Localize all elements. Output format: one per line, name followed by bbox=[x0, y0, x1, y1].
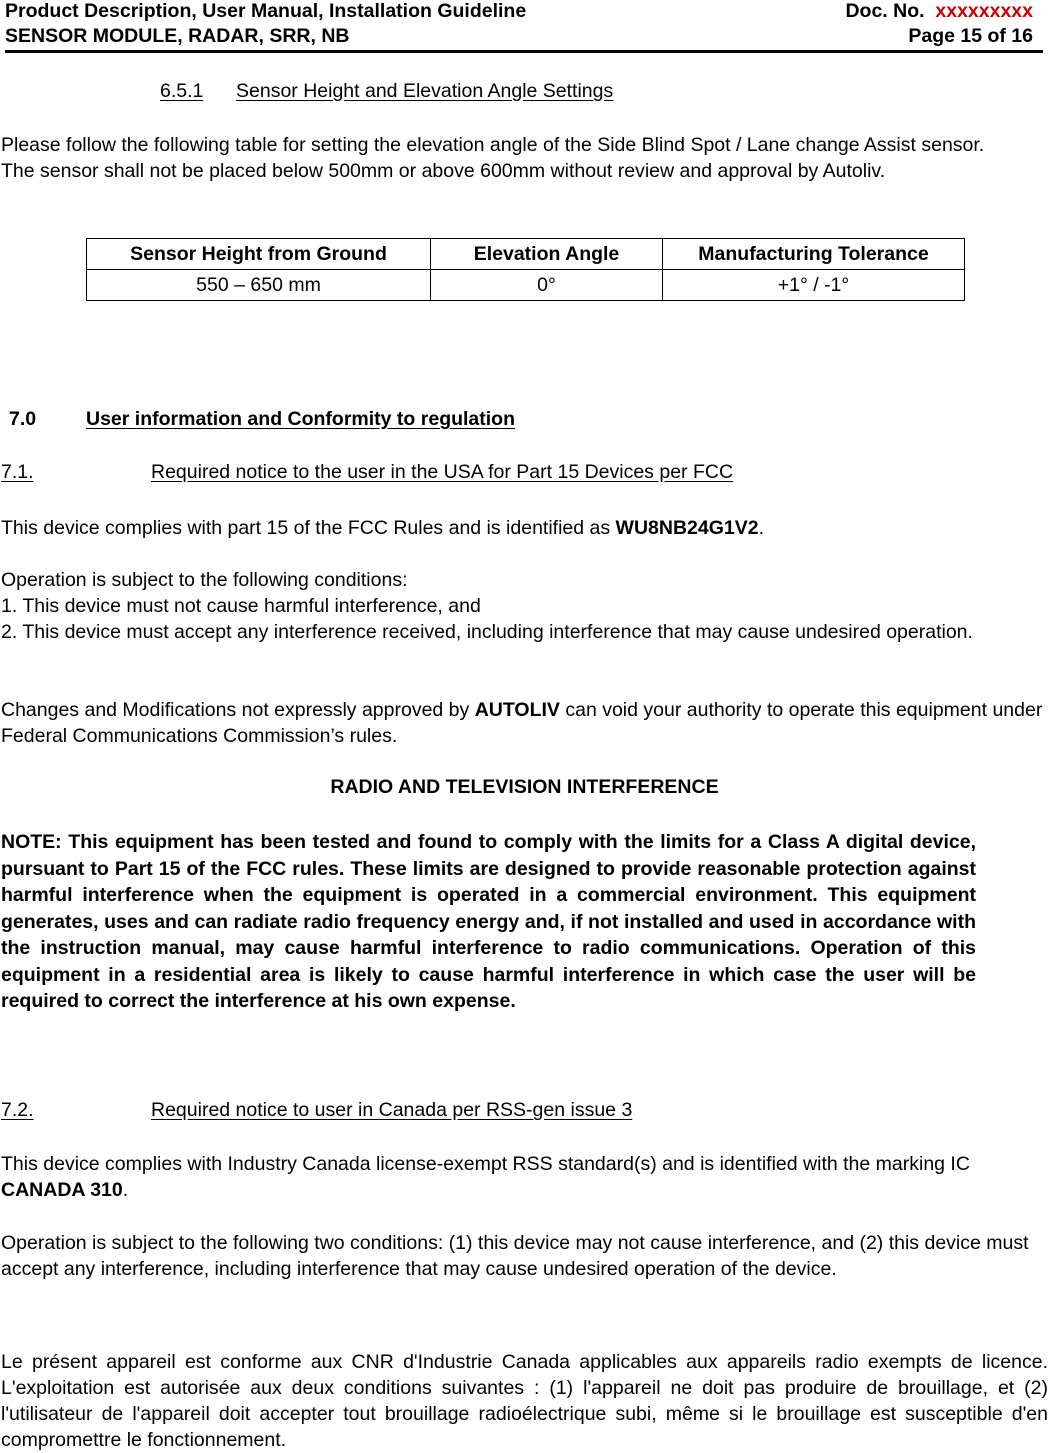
fcc-complies-period: . bbox=[758, 517, 765, 539]
table-row bbox=[87, 270, 965, 301]
fcc-complies-prefix: This device complies with part 15 of the FCC Rules and is identified as bbox=[1, 517, 616, 539]
doc-number-value: xxxxxxxxx bbox=[935, 0, 1033, 22]
ic-complies-text bbox=[1, 1151, 1036, 1203]
table-cell-tolerance: +1° / -1° bbox=[663, 270, 965, 301]
section-651-number: 6.5.1 bbox=[160, 80, 204, 102]
condition-2: 2. This device must accept any interference received, including interference that may cause undesired operation. bbox=[1, 621, 973, 643]
section-7-title: User information and Conformity to regulation bbox=[86, 408, 516, 430]
conditions-intro: Operation is subject to the following conditions: bbox=[1, 569, 408, 591]
header-title-line1: Product Description, User Manual, Installation Guideline bbox=[5, 0, 527, 22]
fcc-note: NOTE: This equipment has been tested and found to comply with the limits for a Class A digital device, pursuant to Part 15 of the FCC rules. These limits are designed to provide reasonable protection against harmful interference when the equipment is operated in a commercial environment. This equipment generates, uses and can radiate radio frequency energy and, if not installed and used in accordance with the instruction manual, may cause harmful interference to radio communications. Operation of this equipment in a residential area is likely to cause harmful interference in which case the user will be required to correct the interference at his own expense. bbox=[1, 831, 976, 1012]
section-651-title: Sensor Height and Elevation Angle Settings bbox=[236, 80, 614, 102]
header-title-line2: SENSOR MODULE, RADAR, SRR, NB bbox=[5, 25, 350, 47]
table-header-elevation: Elevation Angle bbox=[431, 239, 663, 270]
fcc-complies-text bbox=[1, 515, 1048, 541]
section-72-number: 7.2. bbox=[1, 1099, 34, 1121]
changes-suffix: can void your authority to operate this equipment under Federal Communications Commission’s rules. bbox=[1, 699, 1043, 747]
doc-number-label: Doc. No. bbox=[845, 0, 925, 22]
section-71-number: 7.1. bbox=[1, 461, 34, 483]
section-72-title: Required notice to user in Canada per RSS-gen issue 3 bbox=[151, 1099, 633, 1121]
company-name: AUTOLIV bbox=[474, 699, 560, 721]
table-header-tolerance: Manufacturing Tolerance bbox=[663, 239, 965, 270]
page-number: Page 15 of 16 bbox=[908, 25, 1033, 47]
section-7-number: 7.0 bbox=[9, 408, 37, 430]
section-651-intro: Please follow the following table for setting the elevation angle of the Side Blind Spot / Lane change Assist sensor. The sensor shall not be placed below 500mm or above 600mm without review and approval by Autoliv. bbox=[1, 134, 985, 182]
section-71-title: Required notice to the user in the USA for Part 15 Devices per FCC bbox=[151, 461, 734, 483]
ic-id: CANADA 310 bbox=[1, 1179, 123, 1201]
ic-french-notice: Le présent appareil est conforme aux CNR d'Industrie Canada applicables aux appareils radio exempts de licence. L'exploitation est autorisée aux deux conditions suivantes : (1) l'appareil ne doit pas produire de brouillage, et (2) l'utilisateur de l'appareil doit accepter tout brouillage radioélectrique subi, même si le brouillage est susceptible d'en compromettre le fonctionnement. bbox=[1, 1351, 1048, 1451]
table-header-row bbox=[87, 239, 965, 270]
doc-number bbox=[845, 0, 1033, 23]
height-elevation-table bbox=[86, 238, 965, 301]
changes-prefix: Changes and Modifications not expressly approved by bbox=[1, 699, 475, 721]
changes-text bbox=[1, 697, 1048, 749]
condition-1: 1. This device must not cause harmful interference, and bbox=[1, 595, 481, 617]
table-cell-elevation: 0° bbox=[431, 270, 663, 301]
ic-conditions: Operation is subject to the following two conditions: (1) this device may not cause interference, and (2) this device must accept any interference, including interference that may cause undesired operation of the device. bbox=[1, 1232, 1029, 1280]
table-cell-height: 550 – 650 mm bbox=[87, 270, 431, 301]
table-header-height: Sensor Height from Ground bbox=[87, 239, 431, 270]
header-divider bbox=[5, 50, 1043, 53]
fcc-id: WU8NB24G1V2 bbox=[615, 517, 759, 539]
ic-complies-prefix: This device complies with Industry Canada license-exempt RSS standard(s) and is identified with the marking IC bbox=[1, 1153, 970, 1175]
ic-complies-period: . bbox=[122, 1179, 129, 1201]
interference-heading: RADIO AND TELEVISION INTERFERENCE bbox=[330, 776, 719, 798]
